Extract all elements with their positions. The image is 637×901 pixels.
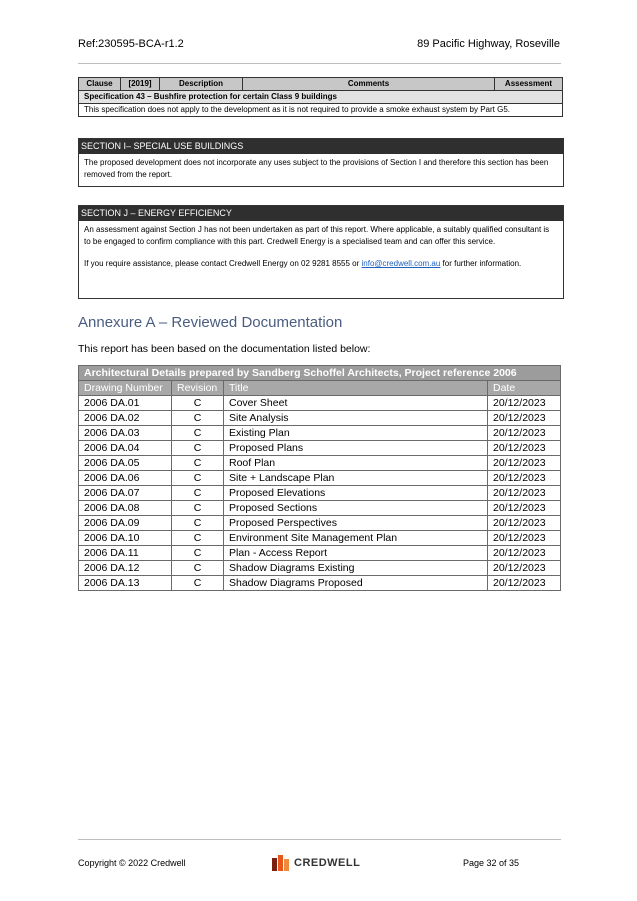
documentation-header-row xyxy=(79,381,561,396)
date-cell: 20/12/2023 xyxy=(488,456,561,471)
column-header-title: Title xyxy=(224,381,488,396)
date-cell: 20/12/2023 xyxy=(488,411,561,426)
column-header-drawing-number: Drawing Number xyxy=(79,381,172,396)
documentation-caption-row xyxy=(79,366,561,381)
title-cell: Environment Site Management Plan xyxy=(224,531,488,546)
credwell-logo-text: CREDWELL xyxy=(294,857,361,869)
header-reference: Ref:230595-BCA-r1.2 xyxy=(78,38,184,50)
table-row xyxy=(79,486,561,501)
spec-title-row xyxy=(79,91,563,104)
section-j-contact-text: If you require assistance, please contact Credwell Energy on 02 9281 8555 or xyxy=(84,259,362,268)
column-header-description: Description xyxy=(160,78,243,91)
section-i-title: SECTION I– SPECIAL USE BUILDINGS xyxy=(79,139,563,154)
section-j-paragraph-1: An assessment against Section J has not been undertaken as part of this report. Where applicable, a suitably qualified consultant is to be engaged to confirm compliance with this part. Credwell Energy is a specialised team and can offer this service. xyxy=(84,225,550,246)
section-j-box xyxy=(78,205,564,299)
table-row xyxy=(79,516,561,531)
credwell-logo xyxy=(272,855,360,871)
date-cell: 20/12/2023 xyxy=(488,396,561,411)
table-row xyxy=(79,471,561,486)
date-cell: 20/12/2023 xyxy=(488,501,561,516)
revision-cell: C xyxy=(172,426,224,441)
drawing-number-cell: 2006 DA.07 xyxy=(79,486,172,501)
revision-cell: C xyxy=(172,471,224,486)
column-header-comments: Comments xyxy=(243,78,495,91)
title-cell: Cover Sheet xyxy=(224,396,488,411)
revision-cell: C xyxy=(172,546,224,561)
title-cell: Shadow Diagrams Proposed xyxy=(224,576,488,591)
drawing-number-cell: 2006 DA.03 xyxy=(79,426,172,441)
drawing-number-cell: 2006 DA.06 xyxy=(79,471,172,486)
header-divider xyxy=(78,63,561,64)
annexure-heading: Annexure A – Reviewed Documentation xyxy=(78,314,343,331)
revision-cell: C xyxy=(172,441,224,456)
documentation-rows xyxy=(79,396,561,591)
spec-title: Specification 43 – Bushfire protection for certain Class 9 buildings xyxy=(79,91,563,104)
revision-cell: C xyxy=(172,501,224,516)
table-row xyxy=(79,531,561,546)
drawing-number-cell: 2006 DA.05 xyxy=(79,456,172,471)
title-cell: Existing Plan xyxy=(224,426,488,441)
footer-copyright: Copyright © 2022 Credwell xyxy=(78,858,186,868)
column-header-date: Date xyxy=(488,381,561,396)
drawing-number-cell: 2006 DA.10 xyxy=(79,531,172,546)
drawing-number-cell: 2006 DA.01 xyxy=(79,396,172,411)
drawing-number-cell: 2006 DA.11 xyxy=(79,546,172,561)
revision-cell: C xyxy=(172,456,224,471)
credwell-logo-icon xyxy=(272,855,290,871)
drawing-number-cell: 2006 DA.04 xyxy=(79,441,172,456)
revision-cell: C xyxy=(172,396,224,411)
revision-cell: C xyxy=(172,486,224,501)
revision-cell: C xyxy=(172,531,224,546)
drawing-number-cell: 2006 DA.08 xyxy=(79,501,172,516)
title-cell: Proposed Plans xyxy=(224,441,488,456)
drawing-number-cell: 2006 DA.13 xyxy=(79,576,172,591)
drawing-number-cell: 2006 DA.09 xyxy=(79,516,172,531)
table-row xyxy=(79,546,561,561)
date-cell: 20/12/2023 xyxy=(488,471,561,486)
section-j-body xyxy=(79,221,563,298)
column-header-assessment: Assessment xyxy=(495,78,563,91)
table-row xyxy=(79,441,561,456)
title-cell: Proposed Elevations xyxy=(224,486,488,501)
title-cell: Site Analysis xyxy=(224,411,488,426)
table-row xyxy=(79,426,561,441)
documentation-caption: Architectural Details prepared by Sandberg Schoffel Architects, Project reference 2006 xyxy=(79,366,561,381)
date-cell: 20/12/2023 xyxy=(488,561,561,576)
section-j-title: SECTION J – ENERGY EFFICIENCY xyxy=(79,206,563,221)
column-header-year: [2019] xyxy=(121,78,160,91)
spec-table-header-row xyxy=(79,78,563,91)
drawing-number-cell: 2006 DA.02 xyxy=(79,411,172,426)
email-link[interactable]: info@credwell.com.au xyxy=(361,259,441,268)
title-cell: Proposed Sections xyxy=(224,501,488,516)
table-row xyxy=(79,411,561,426)
footer-page-number: Page 32 of 35 xyxy=(463,858,520,868)
column-header-clause: Clause xyxy=(79,78,121,91)
date-cell: 20/12/2023 xyxy=(488,441,561,456)
date-cell: 20/12/2023 xyxy=(488,576,561,591)
table-row xyxy=(79,456,561,471)
revision-cell: C xyxy=(172,576,224,591)
documentation-table xyxy=(78,365,561,591)
column-header-revision: Revision xyxy=(172,381,224,396)
revision-cell: C xyxy=(172,561,224,576)
date-cell: 20/12/2023 xyxy=(488,546,561,561)
header-address: 89 Pacific Highway, Roseville xyxy=(417,38,560,50)
section-j-paragraph-2 xyxy=(84,258,558,270)
date-cell: 20/12/2023 xyxy=(488,486,561,501)
title-cell: Shadow Diagrams Existing xyxy=(224,561,488,576)
footer-divider xyxy=(78,839,561,840)
specification-table xyxy=(78,77,563,117)
date-cell: 20/12/2023 xyxy=(488,426,561,441)
spec-text-row xyxy=(79,104,563,117)
drawing-number-cell: 2006 DA.12 xyxy=(79,561,172,576)
annexure-intro: This report has been based on the documentation listed below: xyxy=(78,343,371,355)
revision-cell: C xyxy=(172,516,224,531)
date-cell: 20/12/2023 xyxy=(488,531,561,546)
spec-text: This specification does not apply to the development as it is not required to provide a smoke exhaust system by Part G5. xyxy=(79,104,563,117)
table-row xyxy=(79,396,561,411)
table-row xyxy=(79,561,561,576)
section-i-box xyxy=(78,138,564,187)
title-cell: Proposed Perspectives xyxy=(224,516,488,531)
title-cell: Plan - Access Report xyxy=(224,546,488,561)
title-cell: Site + Landscape Plan xyxy=(224,471,488,486)
revision-cell: C xyxy=(172,411,224,426)
section-i-body xyxy=(79,154,563,186)
table-row xyxy=(79,501,561,516)
title-cell: Roof Plan xyxy=(224,456,488,471)
section-i-text: The proposed development does not incorporate any uses subject to the provisions of Section I and therefore this section has been removed from the report. xyxy=(84,158,549,179)
table-row xyxy=(79,576,561,591)
date-cell: 20/12/2023 xyxy=(488,516,561,531)
section-j-contact-tail: for further information. xyxy=(440,259,522,268)
